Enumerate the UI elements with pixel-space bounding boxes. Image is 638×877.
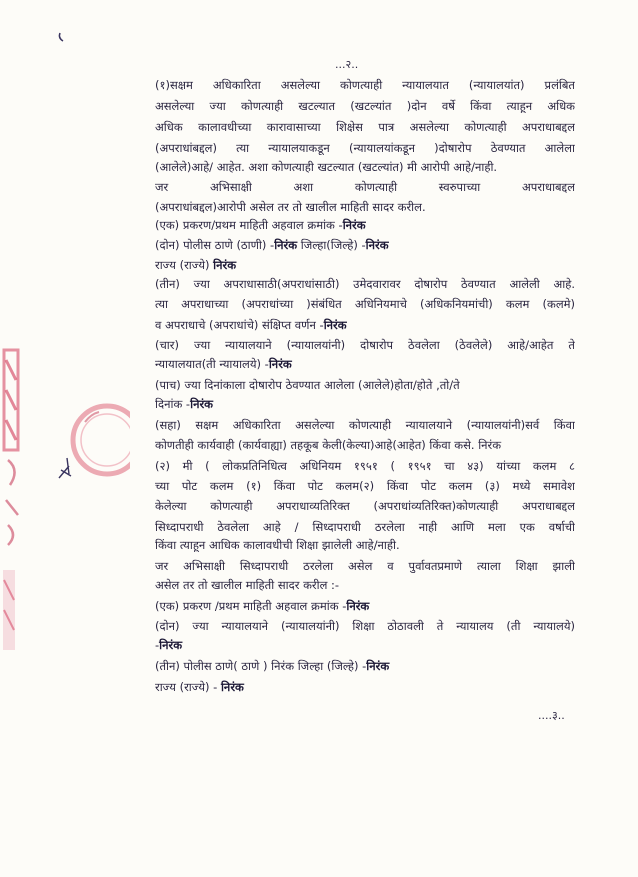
line-7: (अपराधांबद्दल)आरोपी असेल तर तो खालील माहिती सादर करील.	[155, 200, 426, 214]
line-25: जर अभिसाक्षी सिध्दापराधी ठरलेला असेल व पुर्वावतप्रमाणे त्याला शिक्षा झाली	[155, 559, 575, 573]
line-15: न्यायालयात(ती न्यायालये) -निरंक	[155, 357, 292, 371]
nil-value: निरंक	[366, 659, 390, 673]
line-3: अधिक कालावधीच्या कारावासाच्या शिक्षेस पात्र असलेल्या कोणत्याही अपराधाबद्दल	[155, 120, 575, 134]
line-16: (पाच) ज्या दिनांकाला दोषारोप ठेवण्यात आलेला (आलेले)होता/होते ,तो/ते	[155, 378, 460, 392]
line-6: जर अभिसाक्षी अशा कोणत्याही स्वरुपाच्या अपराधाबद्दल	[155, 180, 575, 194]
nil-value: निरंक	[346, 599, 370, 613]
line-26: असेल तर तो खालील माहिती सादर करील :-	[155, 578, 340, 592]
line-2: असलेल्या ज्या कोणत्याही खटल्यात (खटल्यांत )दोन वर्षे किंवा त्याहून अधिक	[155, 99, 575, 113]
line-1: (१)सक्षम अधिकारिता असलेल्या कोणत्याही न्यायालयात (न्यायालयांत) प्रलंबित	[155, 78, 575, 92]
line-28: (दोन) ज्या न्यायालयाने (न्यायालयांनी) शिक्षा ठोठावली ते न्यायालय (ती न्यायालये)	[155, 619, 575, 633]
line-29: -निरंक	[155, 638, 183, 652]
line-18: (सहा) सक्षम अधिकारिता असलेल्या कोणत्याही न्यायालयाने (न्यायालयांनी)सर्व किंवा	[155, 418, 575, 432]
line-23: सिध्दापराधी ठेवलेला आहे / सिध्दापराधी ठरलेला नाही आणि मला एक वर्षाची	[155, 520, 575, 534]
nil-value: निरंक	[365, 238, 389, 252]
line-11: (तीन) ज्या अपराधासाठी(अपराधांसाठी) उमेदवारावर दोषारोप ठेवण्यात आलेली आहे.	[155, 277, 575, 291]
line-12: त्या अपराधाच्या (अपराधांच्या )संबंधित अधिनियमाचे (अधिकनियमांची) कलम (कलमे)	[155, 297, 575, 311]
line-22: केलेल्या कोणत्याही अपराधाव्यतिरिक्त (अपराधांव्यतिरिक्त)कोणत्याही अपराधाबद्दल	[155, 499, 575, 513]
line-10: राज्य (राज्ये) निरंक	[155, 258, 237, 272]
nil-value: निरंक	[342, 218, 366, 232]
nil-value: निरंक	[268, 357, 292, 371]
round-seal-stamp	[55, 400, 130, 480]
nil-value: निरंक	[220, 680, 244, 694]
nil-value: निरंक	[274, 238, 298, 252]
tick-mark	[57, 30, 71, 44]
line-24: किंवा त्याहून आधिक कालावधीची शिक्षा झालेली आहे/नाही.	[155, 538, 400, 552]
line-14: (चार) ज्या न्यायालयाने (न्यायालयांनी) दोषारोप ठेवलेला (ठेवलेले) आहे/आहेत ते	[155, 338, 575, 352]
line-9: (दोन) पोलीस ठाणे (ठाणी) -निरंक जिल्हा(जिल्हे) -निरंक	[155, 238, 389, 252]
page-number-top: ...२..	[335, 58, 359, 71]
line-5: (आलेले)आहे/ आहेत. अशा कोणत्याही खटल्यात (खटल्यांत) मी आरोपी आहे/नाही.	[155, 160, 498, 174]
nil-value: निरंक	[190, 397, 213, 411]
line-27: (एक) प्रकरण /प्रथम माहिती अहवाल क्रमांक -निरंक	[155, 599, 370, 613]
line-20: (२) मी ( लोकप्रतिनिधित्व अधिनियम १९५१ ( १९५१ चा ४३) यांच्या कलम ८	[155, 459, 575, 473]
red-stamp-left	[0, 340, 40, 700]
line-13: व अपराधाचे (अपराधांचे) संक्षिप्त वर्णन -निरंक	[155, 318, 347, 332]
nil-value: निरंक	[159, 638, 183, 652]
line-31: राज्य (राज्ये) - निरंक	[155, 680, 244, 694]
page-number-bottom: ....३..	[538, 709, 565, 722]
line-30: (तीन) पोलीस ठाणे( ठाणे ) निरंक जिल्हा (जिल्हे) -निरंक	[155, 659, 390, 673]
line-21: च्या पोट कलम (१) किंवा पोट कलम(२) किंवा पोट कलम (३) मध्ये समावेश	[155, 479, 575, 493]
line-17: दिनांक -निरंक	[155, 397, 213, 411]
line-8: (एक) प्रकरण/प्रथम माहिती अहवाल क्रमांक -निरंक	[155, 218, 366, 232]
nil-value: निरंक	[213, 258, 237, 272]
line-4: (अपराधांबद्दल) त्या न्यायालयाकडून (न्यायालयांकडून )दोषारोप ठेवण्यात आलेला	[155, 141, 575, 155]
line-19: कोणतीही कार्यवाही (कार्यवाह्या) तहकूब केली(केल्या)आहे(आहेत) किंवा कसे. निरंक	[155, 438, 502, 452]
nil-value: निरंक	[323, 318, 347, 332]
